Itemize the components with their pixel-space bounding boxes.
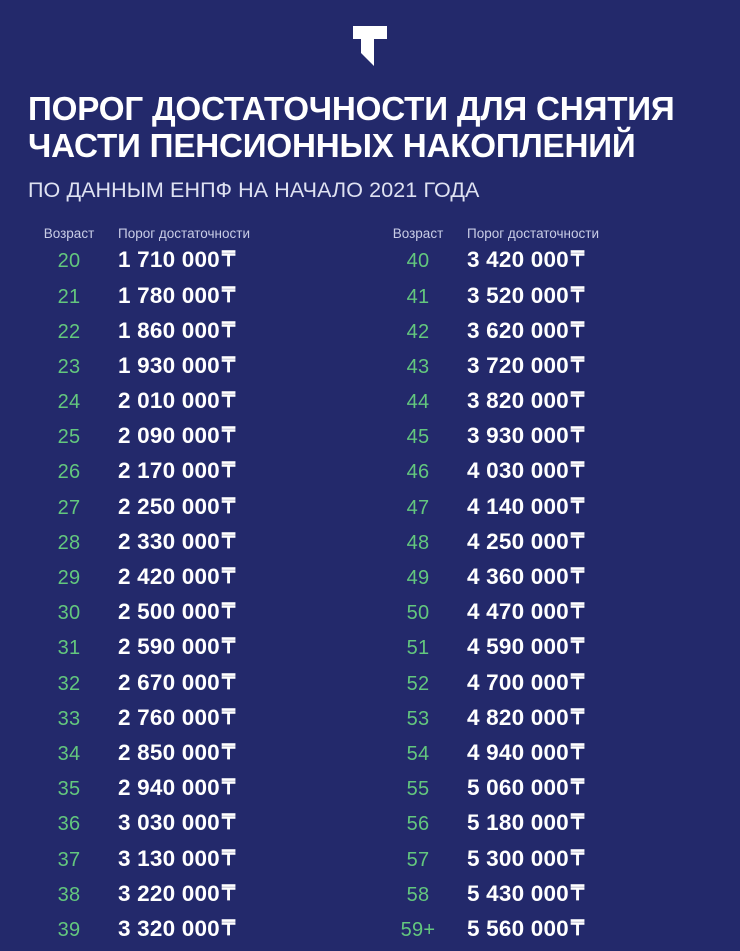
cell-age: 23 [57,355,81,378]
cell-age: 22 [57,320,81,343]
threshold-value: 1 860 000 [118,317,220,343]
currency-symbol: ₸ [221,881,236,905]
table-row [28,458,369,493]
column-header-threshold: Порог достаточности [118,226,250,242]
cell-age: 41 [406,285,430,308]
table-row [28,881,369,916]
table-header-left [28,226,369,247]
currency-symbol: ₸ [570,776,585,800]
table-row [28,494,369,529]
threshold-value: 2 760 000 [118,704,220,730]
threshold-value: 3 620 000 [467,317,569,343]
currency-symbol: ₸ [570,283,585,307]
table-row [28,318,369,353]
table-body-right [377,247,718,951]
currency-symbol: ₸ [221,846,236,870]
cell-age: 26 [57,461,81,484]
threshold-value: 4 360 000 [467,564,569,590]
table-row [28,599,369,634]
cell-age: 56 [406,813,430,836]
cell-age: 45 [406,426,430,449]
cell-threshold [459,494,718,520]
cell-age: 44 [406,391,430,414]
threshold-value: 4 700 000 [467,669,569,695]
cell-threshold [459,705,718,731]
currency-symbol: ₸ [221,459,236,483]
cell-age: 58 [406,883,430,906]
table-row [28,283,369,318]
title-block [0,92,740,202]
table-row [377,634,718,669]
table-row [377,283,718,318]
table-row [28,353,369,388]
currency-symbol: ₸ [221,916,236,940]
threshold-value: 2 330 000 [118,528,220,554]
cell-threshold [459,846,718,872]
threshold-table-right [369,226,718,951]
cell-threshold [110,318,369,344]
threshold-value: 2 500 000 [118,599,220,625]
cell-age: 21 [57,285,81,308]
cell-age: 47 [406,496,430,519]
currency-symbol: ₸ [221,705,236,729]
table-row [28,705,369,740]
threshold-value: 5 060 000 [467,775,569,801]
currency-symbol: ₸ [221,670,236,694]
currency-symbol: ₸ [221,600,236,624]
cell-age: 48 [406,531,430,554]
threshold-value: 4 590 000 [467,634,569,660]
cell-age: 49 [406,567,430,590]
cell-age: 51 [406,637,430,660]
threshold-value: 5 430 000 [467,880,569,906]
cell-threshold [459,529,718,555]
column-header-age: Возраст [43,226,95,242]
cell-threshold [459,775,718,801]
threshold-value: 4 250 000 [467,528,569,554]
cell-age: 39 [57,918,81,941]
column-header-threshold: Порог достаточности [467,226,599,242]
currency-symbol: ₸ [221,776,236,800]
currency-symbol: ₸ [570,424,585,448]
cell-threshold [110,634,369,660]
currency-symbol: ₸ [570,635,585,659]
cell-threshold [459,458,718,484]
table-row [377,247,718,282]
currency-symbol: ₸ [570,740,585,764]
cell-age: 28 [57,531,81,554]
cell-threshold [110,494,369,520]
threshold-value: 4 940 000 [467,739,569,765]
currency-symbol: ₸ [570,318,585,342]
currency-symbol: ₸ [570,670,585,694]
cell-age: 20 [57,250,81,273]
table-row [28,670,369,705]
cell-threshold [110,353,369,379]
cell-age: 54 [406,742,430,765]
table-row [28,564,369,599]
page-title-line2: ЧАСТИ ПЕНСИОННЫХ НАКОПЛЕНИЙ [28,127,636,165]
currency-symbol: ₸ [221,740,236,764]
currency-symbol: ₸ [570,248,585,272]
cell-age: 38 [57,883,81,906]
threshold-value: 1 710 000 [118,247,220,273]
table-row [377,705,718,740]
table-row [377,494,718,529]
cell-threshold [110,705,369,731]
cell-age: 57 [406,848,430,871]
currency-symbol: ₸ [570,705,585,729]
cell-age: 35 [57,778,81,801]
cell-threshold [110,529,369,555]
table-body-left [28,247,369,951]
currency-symbol: ₸ [570,600,585,624]
cell-threshold [459,564,718,590]
cell-threshold [459,353,718,379]
currency-symbol: ₸ [570,881,585,905]
threshold-value: 2 850 000 [118,739,220,765]
currency-symbol: ₸ [221,635,236,659]
table-row [377,388,718,423]
threshold-value: 4 140 000 [467,493,569,519]
currency-symbol: ₸ [570,494,585,518]
threshold-value: 3 420 000 [467,247,569,273]
cell-age: 25 [57,426,81,449]
cell-threshold [110,670,369,696]
currency-symbol: ₸ [221,811,236,835]
currency-symbol: ₸ [221,248,236,272]
cell-threshold [110,775,369,801]
cell-age: 33 [57,707,81,730]
table-row [377,740,718,775]
table-row [28,846,369,881]
currency-symbol: ₸ [221,565,236,589]
table-row [28,775,369,810]
currency-symbol: ₸ [221,424,236,448]
cell-threshold [110,423,369,449]
cell-threshold [459,881,718,907]
threshold-value: 2 420 000 [118,564,220,590]
table-row [377,599,718,634]
cell-age: 52 [406,672,430,695]
cell-threshold [459,318,718,344]
cell-threshold [110,846,369,872]
cell-threshold [110,916,369,942]
cell-threshold [110,740,369,766]
cell-age: 46 [406,461,430,484]
currency-symbol: ₸ [221,389,236,413]
table-row [28,529,369,564]
cell-age: 50 [406,602,430,625]
cell-age: 42 [406,320,430,343]
cell-threshold [110,388,369,414]
table-row [28,388,369,423]
threshold-value: 3 130 000 [118,845,220,871]
table-row [377,846,718,881]
tengrinews-logo-icon [353,26,387,66]
currency-symbol: ₸ [570,389,585,413]
table-row [377,881,718,916]
threshold-value: 4 030 000 [467,458,569,484]
table-row [28,916,369,951]
currency-symbol: ₸ [570,916,585,940]
threshold-value: 4 470 000 [467,599,569,625]
cell-age: 59+ [400,918,436,941]
threshold-value: 3 820 000 [467,388,569,414]
currency-symbol: ₸ [570,846,585,870]
cell-threshold [110,247,369,273]
cell-threshold [459,283,718,309]
threshold-value: 2 940 000 [118,775,220,801]
cell-threshold [459,423,718,449]
table-row [28,423,369,458]
table-row [28,740,369,775]
table-row [377,423,718,458]
currency-symbol: ₸ [570,459,585,483]
table-row [377,775,718,810]
cell-threshold [110,599,369,625]
threshold-value: 3 030 000 [118,810,220,836]
cell-threshold [459,634,718,660]
table-row [377,810,718,845]
cell-threshold [459,740,718,766]
table-row [377,529,718,564]
cell-age: 37 [57,848,81,871]
cell-age: 55 [406,778,430,801]
table-row [377,916,718,951]
currency-symbol: ₸ [570,529,585,553]
table-row [377,458,718,493]
logo-container [0,0,740,92]
table-row [377,564,718,599]
threshold-value: 1 930 000 [118,352,220,378]
cell-age: 53 [406,707,430,730]
cell-age: 24 [57,391,81,414]
cell-threshold [110,458,369,484]
table-row [377,318,718,353]
currency-symbol: ₸ [221,494,236,518]
cell-threshold [459,810,718,836]
threshold-value: 1 780 000 [118,282,220,308]
threshold-value: 2 590 000 [118,634,220,660]
threshold-value: 5 560 000 [467,915,569,941]
cell-age: 31 [57,637,81,660]
cell-threshold [459,670,718,696]
cell-threshold [110,881,369,907]
threshold-value: 2 010 000 [118,388,220,414]
cell-age: 36 [57,813,81,836]
cell-threshold [110,810,369,836]
page-title-line1: ПОРОГ ДОСТАТОЧНОСТИ ДЛЯ СНЯТИЯ [28,91,675,128]
threshold-value: 4 820 000 [467,704,569,730]
column-header-age: Возраст [392,226,444,242]
cell-age: 29 [57,567,81,590]
cell-threshold [459,916,718,942]
cell-age: 32 [57,672,81,695]
threshold-table-left [28,226,369,951]
threshold-value: 2 250 000 [118,493,220,519]
threshold-value: 3 930 000 [467,423,569,449]
threshold-value: 2 090 000 [118,423,220,449]
table-row [377,353,718,388]
currency-symbol: ₸ [570,811,585,835]
threshold-value: 5 180 000 [467,810,569,836]
threshold-value: 3 220 000 [118,880,220,906]
table-row [377,670,718,705]
threshold-tables [0,226,740,951]
cell-threshold [459,247,718,273]
currency-symbol: ₸ [221,318,236,342]
table-row [28,634,369,669]
currency-symbol: ₸ [221,353,236,377]
currency-symbol: ₸ [570,565,585,589]
currency-symbol: ₸ [221,283,236,307]
cell-age: 34 [57,742,81,765]
page-subtitle: ПО ДАННЫМ ЕНПФ НА НАЧАЛО 2021 ГОДА [28,177,480,202]
threshold-value: 3 520 000 [467,282,569,308]
page-title [28,92,705,166]
threshold-value: 2 670 000 [118,669,220,695]
threshold-value: 2 170 000 [118,458,220,484]
cell-age: 27 [57,496,81,519]
currency-symbol: ₸ [570,353,585,377]
table-row [28,810,369,845]
cell-threshold [110,283,369,309]
cell-threshold [459,599,718,625]
threshold-value: 5 300 000 [467,845,569,871]
cell-age: 30 [57,602,81,625]
cell-age: 43 [406,355,430,378]
currency-symbol: ₸ [221,529,236,553]
cell-threshold [110,564,369,590]
table-header-right [377,226,718,247]
threshold-value: 3 720 000 [467,352,569,378]
table-row [28,247,369,282]
cell-threshold [459,388,718,414]
threshold-value: 3 320 000 [118,915,220,941]
cell-age: 40 [406,250,430,273]
